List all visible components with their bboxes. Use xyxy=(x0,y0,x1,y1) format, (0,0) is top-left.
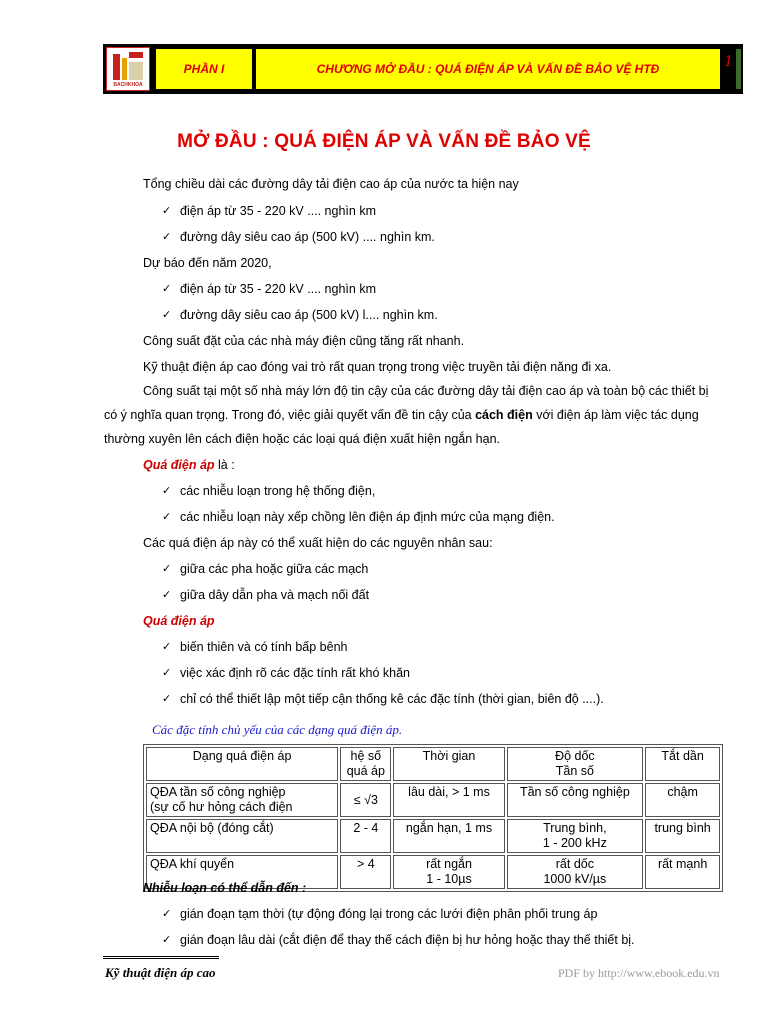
check-icon: ✓ xyxy=(162,283,172,295)
list-item: đường dây siêu cao áp (500 kV) l.... nghìn km. xyxy=(180,308,438,322)
table-cell: QĐA tần số công nghiệp (sự cố hư hỏng cách điện xyxy=(146,783,338,817)
paragraph-2: Dự báo đến năm 2020, xyxy=(143,256,272,270)
check-icon: ✓ xyxy=(162,563,172,575)
footer-source: PDF by http://www.ebook.edu.vn xyxy=(558,966,720,980)
list-item: việc xác định rõ các đặc tính rất khó khăn xyxy=(180,666,410,680)
bold-term: cách điện xyxy=(475,408,533,422)
check-icon: ✓ xyxy=(162,485,172,497)
text-run: có ý nghĩa quan trọng. Trong đó, việc giải quyết vấn đề tin cậy của xyxy=(104,408,476,422)
paragraph-6: Các quá điện áp này có thể xuất hiện do các nguyên nhân sau: xyxy=(143,536,493,550)
list-item: biến thiên và có tính bấp bênh xyxy=(180,640,348,654)
table-cell: Tần số công nghiệp xyxy=(507,783,644,817)
list-item: giữa dây dẫn pha và mạch nối đất xyxy=(180,588,370,602)
table-header-row xyxy=(146,747,720,781)
section-heading xyxy=(143,458,235,472)
check-icon: ✓ xyxy=(162,667,172,679)
heading-suffix: là : xyxy=(214,458,235,472)
footer-book-title: Kỹ thuật điện áp cao xyxy=(105,965,216,980)
list-item: điện áp từ 35 - 220 kV .... nghìn km xyxy=(180,204,376,218)
table-cell: 2 - 4 xyxy=(340,819,391,853)
table-cell: QĐA khí quyển xyxy=(146,855,338,889)
header-accent xyxy=(736,49,741,89)
page-title: MỞ ĐẦU : QUÁ ĐIỆN ÁP VÀ VẤN ĐỀ BẢO VỆ xyxy=(177,131,591,152)
list-item: đường dây siêu cao áp (500 kV) .... nghìn km. xyxy=(180,230,435,244)
table-cell: ngắn hạn, 1 ms xyxy=(393,819,504,853)
table-header-cell: Tắt dần xyxy=(645,747,720,781)
footer-divider xyxy=(103,956,219,959)
page-number: 1 xyxy=(724,51,733,70)
logo xyxy=(106,47,150,91)
heading-term: Quá điện áp xyxy=(143,458,215,472)
table-header-cell: Thời gian xyxy=(393,747,504,781)
table-cell: chậm xyxy=(645,783,720,817)
paragraph-5-line-3: thường xuyên lên cách điện hoặc các loại quá điện xuất hiện ngắn hạn. xyxy=(104,432,501,446)
check-icon: ✓ xyxy=(162,589,172,601)
list-item: gián đoạn tạm thời (tự động đóng lại trong các lưới điện phân phối trung áp xyxy=(180,907,598,921)
header-part: PHẦN I xyxy=(156,49,252,89)
table-cell: rất dốc 1000 kV/µs xyxy=(507,855,644,889)
list-item: chỉ có thể thiết lập một tiếp cận thống kê các đặc tính (thời gian, biên độ ....). xyxy=(180,692,604,706)
table-cell: QĐA nội bộ (đóng cắt) xyxy=(146,819,338,853)
logo-text: BACHKHOA xyxy=(113,82,143,88)
list-item: các nhiễu loạn trong hệ thống điện, xyxy=(180,484,376,498)
table-caption: Các đặc tính chủ yếu của các dạng quá điện áp. xyxy=(152,722,403,737)
table-row xyxy=(146,783,720,817)
check-icon: ✓ xyxy=(162,205,172,217)
header-chapter: CHƯƠNG MỞ ĐẦU : QUÁ ĐIỆN ÁP VÀ VẤN ĐỀ BẢO VỆ HTĐ xyxy=(256,49,720,89)
table-header-cell: Dạng quá điện áp xyxy=(146,747,338,781)
table-header-cell: hệ số quá áp xyxy=(340,747,391,781)
check-icon: ✓ xyxy=(162,641,172,653)
list-item: gián đoạn lâu dài (cắt điện để thay thế cách điện bị hư hỏng hoặc thay thế thiết bị. xyxy=(180,933,635,947)
check-icon: ✓ xyxy=(162,231,172,243)
section-heading-3: Nhiễu loạn có thể dẫn đến : xyxy=(143,881,307,895)
table-row xyxy=(146,819,720,853)
text-run: với điện áp làm việc tác dụng xyxy=(532,408,699,422)
check-icon: ✓ xyxy=(162,693,172,705)
table-cell: > 4 xyxy=(340,855,391,889)
list-item: các nhiễu loạn này xếp chồng lên điện áp định mức của mạng điện. xyxy=(180,510,555,524)
check-icon: ✓ xyxy=(162,908,172,920)
check-icon: ✓ xyxy=(162,511,172,523)
paragraph-4: Kỹ thuật điện áp cao đóng vai trò rất quan trọng trong việc truyền tải điện năng đi xa. xyxy=(143,360,612,374)
paragraph-5-line-1: Công suất tại một số nhà máy lớn độ tin cậy của các đường dây tải điện cao áp và toàn bộ các thiết bị xyxy=(143,384,709,398)
check-icon: ✓ xyxy=(162,309,172,321)
check-icon: ✓ xyxy=(162,934,172,946)
table-cell: Trung bình, 1 - 200 kHz xyxy=(507,819,644,853)
paragraph-1: Tổng chiều dài các đường dây tải điện cao áp của nước ta hiện nay xyxy=(143,177,519,191)
paragraph-5-line-2 xyxy=(104,408,699,422)
overvoltage-table xyxy=(143,744,723,892)
table-cell: ≤ √3 xyxy=(340,783,391,817)
table-cell: lâu dài, > 1 ms xyxy=(393,783,504,817)
paragraph-3: Công suất đặt của các nhà máy điện cũng tăng rất nhanh. xyxy=(143,334,465,348)
table-cell: trung bình xyxy=(645,819,720,853)
table-header-cell: Độ dốc Tần số xyxy=(507,747,644,781)
table-cell: rất mạnh xyxy=(645,855,720,889)
table-cell: rất ngắn 1 - 10µs xyxy=(393,855,504,889)
list-item: giữa các pha hoặc giữa các mạch xyxy=(180,562,369,576)
section-heading-2: Quá điện áp xyxy=(143,614,215,628)
list-item: điện áp từ 35 - 220 kV .... nghìn km xyxy=(180,282,376,296)
